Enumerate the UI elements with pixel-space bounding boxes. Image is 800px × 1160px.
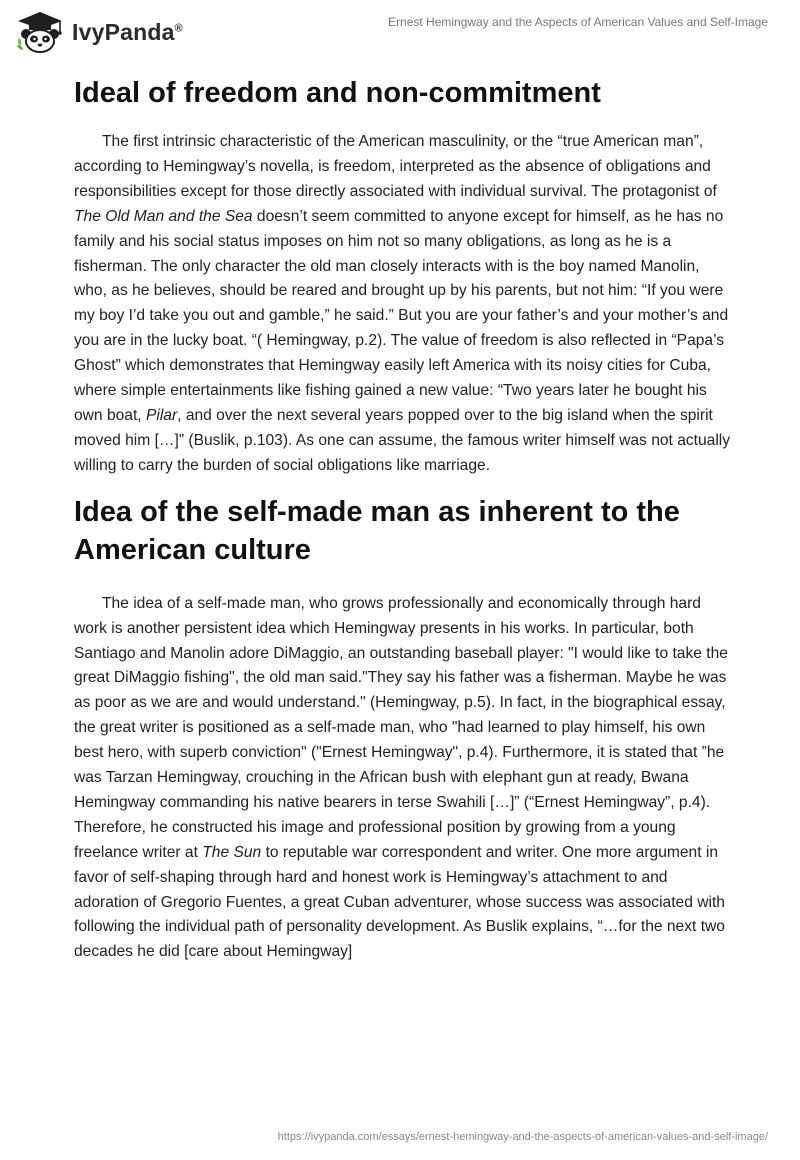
book-title: The Old Man and the Sea [74,207,253,225]
boat-name: Pilar [145,406,178,424]
section-paragraph: The idea of a self-made man, who grows professionally and economically through hard work is another persistent idea which Hemingway presents in his works. In particular, both Santiago and Manolin adore DiMaggio, an outstanding baseball player: "I would like to take the great DiMaggio fishing", the old man said."They say his father was a fisherman. Maybe he was as poor as we are and would understand." (Hemingway, p.5). In fact, in the biographical essay, the great writer is positioned as a self-made man, who "had learned to play himself, his own best hero, with superb conviction" ("Ernest Hemingway", p.4). Furthermore, it is stated that ”he was Tarzan Hemingway, crouching in the African bush with elephant gun at ready, Bwana Hemingway commanding his native bearers in terse Swahili […]” (“Ernest Hemingway”, p.4). Therefore, he constructed his image and professional position by growing from a young freelance writer at The Sun to reputable war correspondent and writer. One more argument in favor of self-shaping through hard and honest work is Hemingway’s attachment to and adoration of Gregorio Fuentes, a great Cuban adventurer, whose success was associated with following the individual path of personality development. As Buslik explains, “…for the next two decades he did [care about Hemingway] [74,594,728,961]
page-header [0,0,800,60]
section-heading: Ideal of freedom and non-commitment [74,77,601,109]
newspaper-name: The Sun [202,843,262,861]
source-url[interactable]: https://ivypanda.com/essays/ernest-hemingway-and-the-aspects-of-american-values-and-self-image/ [277,1131,768,1143]
essay-body [74,70,734,965]
section-paragraph: The first intrinsic characteristic of the American masculinity, or the “true American man”, according to Hemingway’s novella, is freedom, interpreted as the absence of obligations and responsibilities except for those directly associated with individual survival. The protagonist of The Old Man and the Sea doesn’t seem committed to anyone except for himself, as he has no family and his social status imposes on him not so many obligations, as long as he is a fisherman. The only character the old man closely interacts with is the boy named Manolin, who, as he believes, should be reared and brought up by his parents, but not him: “If you were my boy I’d take you out and gamble,” he said.” But you are your father’s and your mother’s and you are in the lucky boat. “( Hemingway, p.2). The value of freedom is also reflected in “Papa’s Ghost” which demonstrates that Hemingway easily left America with its noisy cities for Cuba, where simple entertainments like fishing gained a new value: “Two years later he bought his own boat, Pilar, and over the next several years popped over to the big island when the spirit moved him […]” (Buslik, p.103). As one can assume, the famous writer himself was not actually willing to carry the burden of social obligations like marriage. [74,133,731,474]
panda-graduate-icon [14,10,66,54]
section-heading: Idea of the self-made man as inherent to the American culture [74,495,680,566]
document-title: Ernest Hemingway and the Aspects of American Values and Self-Image [388,15,768,29]
brand-name: IvyPanda® [72,18,183,45]
ivypanda-logo[interactable] [14,10,183,54]
